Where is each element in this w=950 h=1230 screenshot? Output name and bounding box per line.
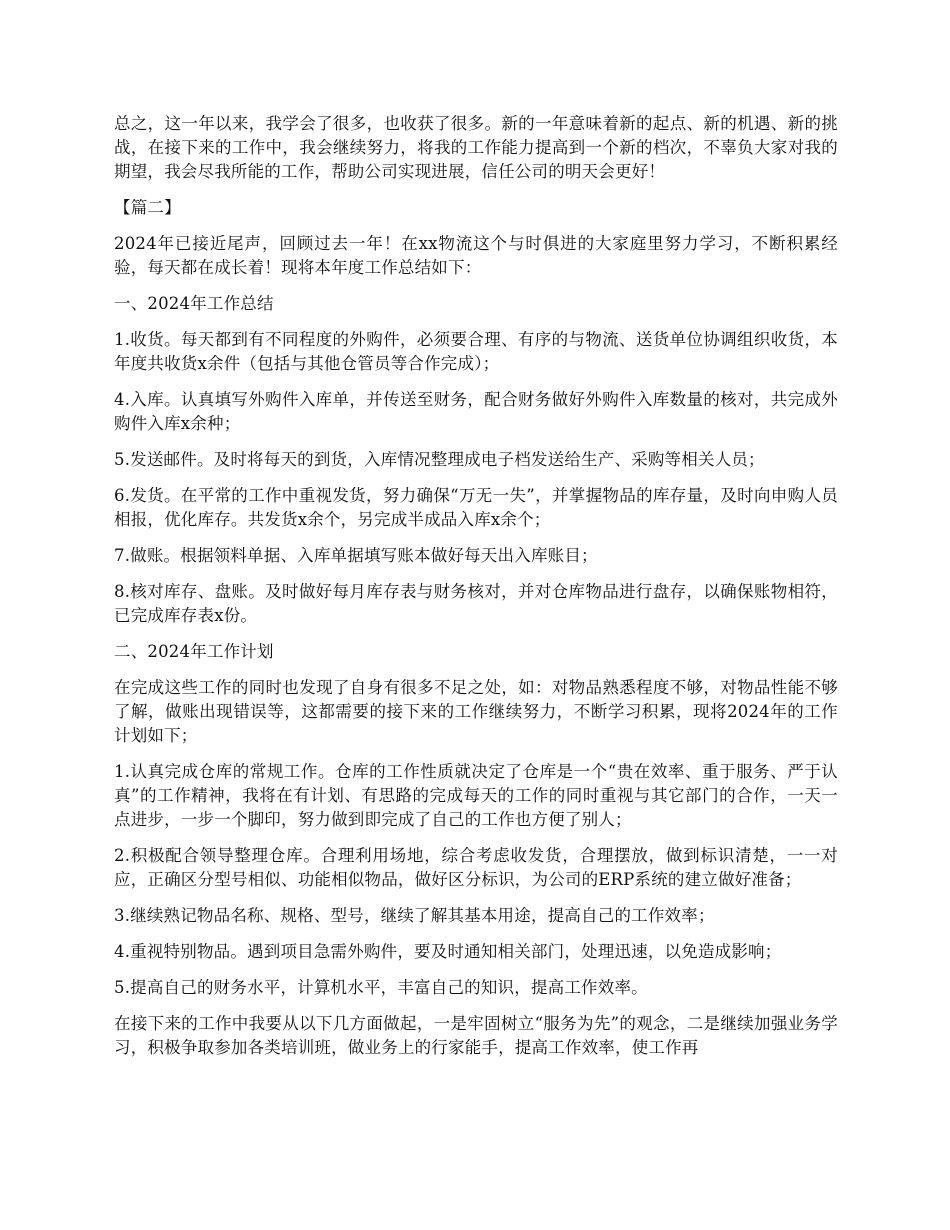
plan-item-routine-work: 1.认真完成仓库的常规工作。仓库的工作性质就决定了仓库是一个“贵在效率、重于服务、严于认真”的工作精神，我将在有计划、有思路的完成每天的工作的同时重视与其它部门的合作，一天一点进步，一步一个脚印，努力做到即完成了自己的工作也方便了别人； (114, 762, 838, 829)
paragraph-intro: 2024年已接近尾声，回顾过去一年！在xx物流这个与时俱进的大家庭里努力学习，不断积累经验，每天都在成长着！现将本年度工作总结如下： (114, 234, 838, 277)
list-item-warehousing: 4.入库。认真填写外购件入库单，并传送至财务，配合财务做好外购件入库数量的核对，共完成外购件入库x余种； (114, 390, 838, 433)
plan-item-organize-warehouse: 2.积极配合领导整理仓库。合理利用场地，综合考虑收发货，合理摆放，做到标识清楚，一一对应，正确区分型号相似、功能相似物品，做好区分标识，为公司的ERP系统的建立做好准备； (114, 846, 838, 889)
plan-item-memorize-items: 3.继续熟记物品名称、规格、型号，继续了解其基本用途，提高自己的工作效率； (114, 906, 715, 925)
plan-item-special-items: 4.重视特别物品。遇到项目急需外购件，要及时通知相关部门，处理迅速，以免造成影响； (114, 942, 782, 961)
list-item-receiving: 1.收货。每天都到有不同程度的外购件，必须要合理、有序的与物流、送货单位协调组织收货，本年度共收货x余件（包括与其他仓管员等合作完成）； (114, 330, 838, 373)
list-item-shipping: 6.发货。在平常的工作中重视发货，努力确保“万无一失”，并掌握物品的库存量，及时向申购人员相报，优化库存。共发货x余个，另完成半成品入库x余个； (114, 486, 838, 529)
section-title-part-two: 【篇二】 (114, 198, 181, 217)
heading-work-summary: 一、2024年工作总结 (114, 294, 274, 313)
paragraph-summary: 总之，这一年以来，我学会了很多，也收获了很多。新的一年意味着新的起点、新的机遇、新的挑战，在接下来的工作中，我会继续努力，将我的工作能力提高到一个新的档次，不辜负大家对我的期望，我会尽我所能的工作，帮助公司实现进展，信任公司的明天会更好！ (114, 114, 838, 181)
heading-work-plan: 二、2024年工作计划 (114, 642, 274, 661)
list-item-email: 5.发送邮件。及时将每天的到货，入库情况整理成电子档发送给生产、采购等相关人员； (114, 450, 765, 469)
plan-item-improve-skills: 5.提高自己的财务水平，计算机水平，丰富自己的知识，提高工作效率。 (114, 978, 648, 997)
list-item-inventory: 8.核对库存、盘账。及时做好每月库存表与财务核对，并对仓库物品进行盘存，以确保账物相符，已完成库存表x份。 (114, 582, 838, 625)
paragraph-plan-intro: 在完成这些工作的同时也发现了自身有很多不足之处，如：对物品熟悉程度不够，对物品性能不够了解，做账出现错误等，这都需要的接下来的工作继续努力，不断学习积累，现将2024年的工作计划如下； (114, 678, 838, 745)
paragraph-closing: 在接下来的工作中我要从以下几方面做起，一是牢固树立“服务为先”的观念，二是继续加强业务学习，积极争取参加各类培训班，做业务上的行家能手，提高工作效率，使工作再 (114, 1014, 838, 1057)
list-item-accounting: 7.做账。根据领料单据、入库单据填写账本做好每天出入库账目； (114, 546, 598, 565)
